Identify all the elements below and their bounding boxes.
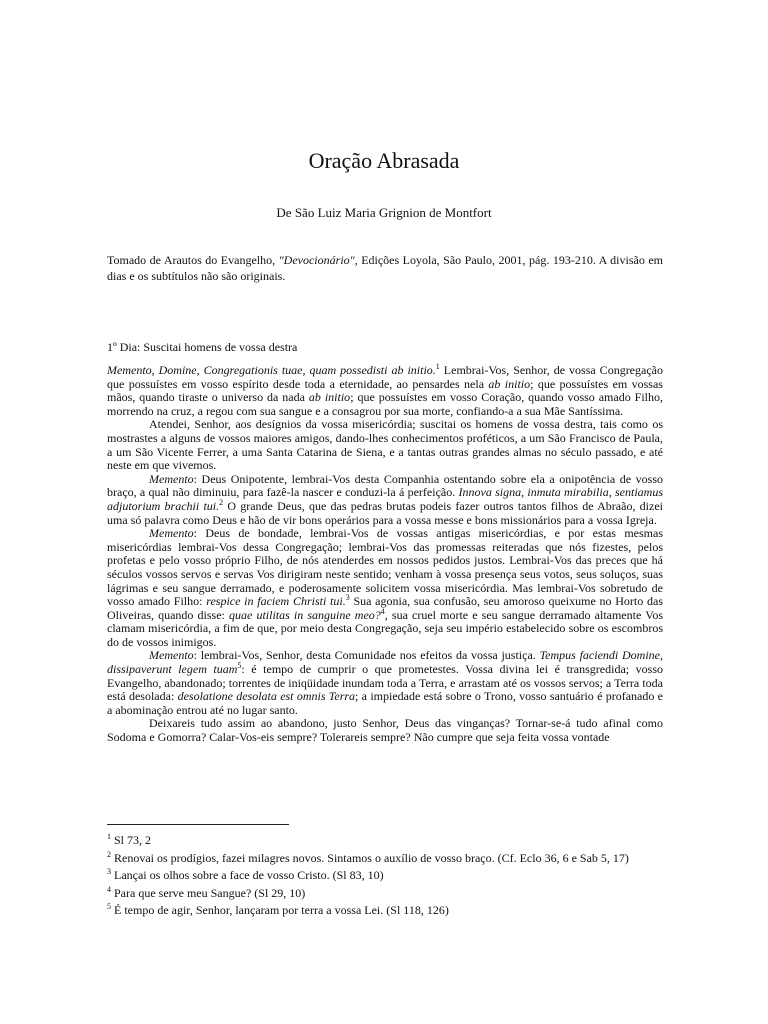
source-book-title: "Devocionário" — [278, 253, 355, 267]
paragraph-text: Sua agonia, sua confusão, seu amoroso queixume no Horto das Oliveiras, quando disse: — [107, 594, 663, 622]
document-author: De São Luiz Maria Grignion de Montfort — [276, 205, 492, 220]
paragraph-text: Deixareis tudo assim ao abandono, justo Senhor, Deus das vinganças? Tornar-se-á tudo afinal como Sodoma e Gomorra? Calar-Vos-eis sempre? Tolerareis sempre? Não cumpre que seja feita vossa vontade — [107, 716, 663, 745]
footnote-text: Lançai os olhos sobre a face de vosso Cristo. (Sl 83, 10) — [114, 868, 384, 882]
paragraph-text: Atendei, Senhor, aos desígnios da vossa misericórdia; suscitai os homens de vossa destra, tais como os mostrastes a alguns de vossos maiores amigos, dando-lhes conhecimentos proféticos, a um São Francisco de Paula, a um São Vicente Ferrer, a uma Santa Catarina de Siena, e a tantas outras grandes almas no século passado, e até neste em que vivemos. — [107, 417, 663, 473]
footnote-ref: 1 — [435, 362, 440, 371]
footnote-text: Sl 73, 2 — [114, 833, 152, 847]
footnote — [107, 865, 663, 883]
paragraph-text: ; que possuístes em vossas mãos, quando tiraste o universo da nada — [107, 376, 663, 405]
latin-quote: Memento, Domine, Congregationis tuae, quam possedisti ab initio. — [107, 363, 436, 377]
paragraph-text: : lembrai-Vos, Senhor, desta Comunidade nos efeitos da vossa justiça. — [193, 648, 540, 663]
document-body — [107, 364, 663, 745]
paragraph-text: : Deus Onipotente, lembrai-Vos desta Companhia ostentando sobre ela a onipotência de vosso braço, a qual não diminuiu, para fazê-la nascer e conduzi-la á perfeição. — [107, 471, 663, 500]
footnote-text: Renovai os prodígios, fazei milagres novos. Sintamos o auxílio de vosso braço. (Cf. Eclo 36, 6 e Sab 5, 17) — [114, 850, 629, 865]
footnote-ref: 5 — [237, 661, 242, 671]
latin-quote: Innova signa, inmuta mirabilia, sentiamus adjutorium brachii tui. — [107, 485, 663, 513]
footnote — [107, 848, 663, 866]
latin-word: Memento — [149, 526, 194, 541]
source-text-1: Tomado de Arautos do Evangelho, — [107, 253, 279, 267]
source-note — [107, 252, 663, 284]
paragraph-text: Lembrai-Vos, Senhor, de vossa Congregação que possuístes em vosso espírito desde toda a eternidade, ao pensardes nela — [107, 363, 663, 391]
footnotes — [107, 830, 663, 918]
footnote-number: 1 — [107, 832, 111, 841]
footnote-ref: 4 — [380, 606, 385, 616]
footnote-number: 4 — [107, 884, 111, 894]
paragraph-5 — [107, 649, 663, 717]
paragraph-6 — [107, 717, 663, 744]
footnote-divider — [107, 824, 289, 825]
footnote-ref: 3 — [345, 593, 350, 603]
paragraph-2 — [107, 418, 663, 472]
source-text-2: , Edições Loyola, São Paulo, 2001, pág. 193-210. A divisão em dias e os subtítulos não são originais. — [107, 253, 663, 283]
paragraph-1 — [107, 364, 663, 418]
paragraph-text: ; a impiedade está sobre o Trono, vosso santuário é profanado e a abominação entrou até no lugar santo. — [107, 689, 663, 717]
latin-word: Memento — [149, 471, 194, 486]
latin-phrase: ab initio — [308, 390, 351, 405]
footnote-number: 5 — [107, 902, 111, 911]
paragraph-4 — [107, 527, 663, 649]
paragraph-text: ; que possuístes em vosso Coração, quando vosso amado Filho, morrendo na cruz, a regou com sua sangue e a consagrou por sua morte, confiando-a a sua Mãe Santíssima. — [107, 390, 663, 418]
paragraph-3 — [107, 473, 663, 527]
section-heading: 1º Dia: Suscitai homens de vossa destra — [107, 340, 298, 354]
footnote-ref: 2 — [219, 497, 224, 507]
latin-word: Memento — [149, 648, 194, 663]
footnote-text: Para que serve meu Sangue? (Sl 29, 10) — [114, 885, 306, 900]
footnote — [107, 883, 663, 901]
document-title: Oração Abrasada — [308, 148, 460, 173]
paragraph-text: : Deus de bondade, lembrai-Vos de vossas antigas misericórdias, e por estas mesmas misericórdias lembrai-Vos dessa Congregação; lembrai-Vos das promessas reiteradas que nós fizestes, pelos profetas e pelo vosso próprio Filho, de nós atenderdes em nossos pedidos justos. Lembrai-Vos das preces que há séculos vossos servos e servas Vos dirigiram neste sentido; venham à vossa presença seus votos, seus soluços, suas lágrimas e seu sangue derramado, e poderosamente solicitem vossa misericórdia. Mas lembrai-Vos sobretudo de vosso amado Filho: — [107, 526, 663, 609]
footnote-number: 2 — [107, 849, 111, 859]
paragraph-text: : é tempo de cumprir o que prometestes. Vossa divina lei é transgredida; vosso Evangelho, abandonado; torrentes de iniqüidade inundam toda a Terra, e arrastam até os vossos servos; a Terra toda está desolada: — [107, 662, 663, 704]
footnote-text: É tempo de agir, Senhor, lançaram por terra a vossa Lei. (Sl 118, 126) — [114, 903, 449, 917]
paragraph-text: , sua cruel morte e seu sangue derramado altamente Vos clamam misericórdia, a fim de que, por meio desta Congregação, seja seu império estabelecido sobre os escombros do de vossos inimigos. — [107, 607, 663, 649]
footnote — [107, 830, 663, 848]
latin-quote: Tempus faciendi Domine, dissipaverunt legem tuam — [107, 648, 663, 677]
footnote-number: 3 — [107, 867, 111, 876]
latin-quote: respice in faciem Christi tui. — [206, 594, 346, 609]
latin-quote: desolatione desolata est omnis Terra — [177, 689, 356, 704]
footnote — [107, 900, 663, 918]
latin-phrase: ab initio — [488, 376, 531, 391]
paragraph-text: O grande Deus, que das pedras brutas podeis fazer outros tantos filhos de Abraão, dizei uma só palavra como Deus e hão de vir bons operários para a vossa messe e bons missionários para a vossa Igreja. — [107, 498, 664, 527]
latin-quote: quae utilitas in sanguine meo? — [229, 607, 381, 622]
